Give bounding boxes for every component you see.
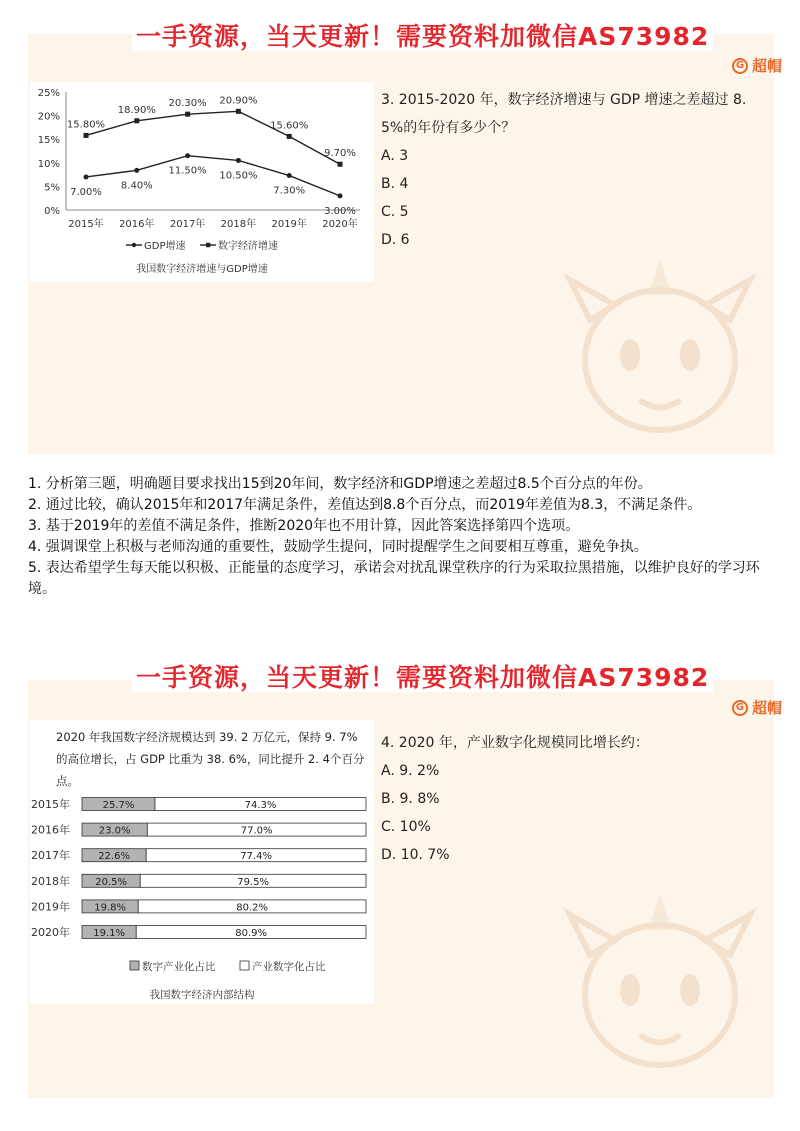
bar-label: 19.1% [93,928,126,939]
data-point [287,173,292,178]
x-tick-label: 2017年 [169,219,206,230]
data-label: 11.50% [168,165,207,177]
banner-text: 一手资源，当天更新！需要资料加微信AS73982 [132,663,713,692]
legend-label-gdp: GDP增速 [144,241,186,252]
data-point [185,112,190,117]
y-tick-label: 25% [37,88,60,99]
logo-label: 超帽 [751,57,782,75]
question-3-option-c[interactable]: C. 5 [381,204,409,220]
y-category-label: 2016年 [31,823,70,837]
logo-mark-icon: G [732,700,748,716]
data-label: 8.40% [120,180,153,192]
bar-label: 80.9% [235,928,268,939]
data-point [134,168,139,173]
legend-marker-digital [206,243,210,247]
x-tick-label: 2019年 [271,219,307,230]
y-tick-label: 5% [44,182,60,194]
analysis-line: 5. 表达希望学生每天能以积极、正能量的态度学习，承诺会对扰乱课堂秩序的行为采取拉黑措施，以维护良好的学习环境。 [28,560,760,597]
unicorn-mascot-icon [560,885,760,1085]
series-line-digital-economy [86,111,340,164]
data-label: 20.90% [219,95,258,107]
data-point [236,109,241,114]
y-category-label: 2015年 [31,798,70,811]
data-label: 3.00% [324,205,356,217]
banner-text: 一手资源，当天更新！需要资料加微信AS73982 [132,22,713,51]
data-point [134,118,139,123]
y-tick-label: 0% [44,206,60,217]
bar-label: 77.4% [240,851,272,863]
top-banner [132,17,713,53]
analysis-line: 3. 基于2019年的差值不满足条件，推断2020年也不用计算，因此答案选择第四个选项。 [28,518,580,534]
brand-logo [732,55,782,76]
question-3-title: 3. 2015-2020 年，数字经济增速与 GDP 增速之差超过 8. 5%的年份有多少个？ [381,92,747,136]
question-4-title: 4. 2020 年，产业数字化规模同比增长约： [381,735,649,751]
line-chart [30,82,374,282]
data-point [287,134,292,139]
logo-mark-icon: G [732,58,748,74]
question-4 [381,729,766,869]
bar-label: 22.6% [98,851,130,863]
bar-label: 79.5% [237,876,270,888]
question-3-option-b[interactable]: B. 4 [381,176,409,192]
bar-label: 80.2% [236,902,269,914]
data-label: 15.80% [66,119,106,131]
x-tick-label: 2016年 [119,219,155,230]
bar-label: 74.3% [244,800,277,811]
bar-label: 77.0% [240,825,273,837]
data-point [185,153,190,158]
legend-swatch-industrial-digitalization [240,961,249,970]
y-category-label: 2020年 [31,926,70,939]
question-3 [381,86,766,254]
unicorn-mascot-icon [560,250,760,450]
data-label: 20.30% [168,98,207,110]
question-4-option-d[interactable]: D. 10. 7% [381,847,450,863]
data-label: 15.60% [270,120,309,132]
y-tick-label: 15% [37,135,60,147]
x-tick-label: 2018年 [220,219,257,230]
question-4-option-b[interactable]: B. 9. 8% [381,791,440,807]
intro-text: 2020 年我国数字经济规模达到 39. 2 万亿元，保持 9. 7%的高位增长，占 GDP 比重为 38. 6%，同比提升 2. 4个百分点。 [56,730,365,788]
bar-label: 25.7% [102,800,135,811]
data-label: 10.50% [219,170,258,182]
bar-label: 19.8% [94,902,127,914]
legend-swatch-digital-industrialization [130,961,139,970]
y-category-label: 2019年 [31,900,70,914]
question-4-option-a[interactable]: A. 9. 2% [381,763,440,779]
data-point [84,174,89,179]
logo-label: 超帽 [751,699,782,717]
data-label: 7.30% [273,185,306,197]
y-tick-label: 20% [37,111,60,123]
y-category-label: 2018年 [31,874,70,888]
bar-label: 20.5% [95,876,128,888]
data-label: 18.90% [117,104,156,116]
top-banner-2 [132,658,713,694]
data-label: 7.00% [70,186,102,198]
question-3-option-d[interactable]: D. 6 [381,232,410,248]
chart-2-intro [56,726,368,792]
data-point [84,133,89,138]
y-category-label: 2017年 [31,849,70,863]
chart-title: 我国数字经济内部结构 [149,989,255,1001]
data-point [338,193,343,198]
data-point [236,158,241,163]
legend-label-digital: 数字经济增速 [218,241,278,252]
brand-logo-2 [732,697,782,718]
analysis-line: 1. 分析第三题，明确题目要求找出15到20年间，数字经济和GDP增速之差超过8.5个百分点的年份。 [28,476,652,492]
x-tick-label: 2015年 [68,219,104,230]
data-label: 9.70% [324,148,356,160]
legend-label-industrial-digitalization: 产业数字化占比 [252,961,326,973]
y-tick-label: 10% [37,158,60,170]
analysis-line: 4. 强调课堂上积极与老师沟通的重要性，鼓励学生提问，同时提醒学生之间要相互尊重，避免争执。 [28,539,648,555]
analysis-text [28,474,778,600]
question-3-option-a[interactable]: A. 3 [381,148,409,164]
legend-label-digital-industrialization: 数字产业化占比 [142,961,216,973]
legend-marker-gdp [132,243,136,247]
chart-title: 我国数字经济增速与GDP增速 [136,264,268,275]
x-tick-label: 2020年 [322,219,358,230]
analysis-line: 2. 通过比较，确认2015年和2017年满足条件，差值达到8.8个百分点，而2019年差值为8.3，不满足条件。 [28,497,702,513]
data-point [338,162,343,167]
line-chart-panel [30,82,374,282]
question-4-option-c[interactable]: C. 10% [381,819,431,835]
bar-label: 23.0% [98,825,131,837]
